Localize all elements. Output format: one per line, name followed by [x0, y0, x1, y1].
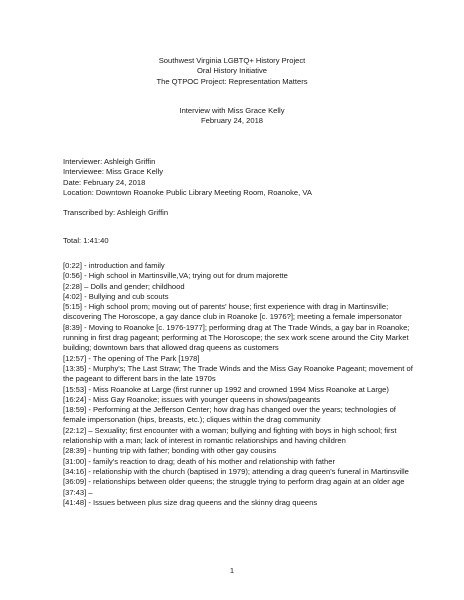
date-line: Date: February 24, 2018 [63, 177, 146, 187]
total-duration: Total: 1:41:40 [63, 236, 109, 245]
timestamp-entry: [2:28] – Dolls and gender; childhood [63, 281, 185, 291]
timestamp-entry: [34:16] - relationship with the church (baptised in 1979); attending a drag queen's funeral in Martinsville [63, 466, 409, 476]
timestamp-entry: [4:02] - Bullying and cub scouts [63, 291, 169, 301]
subproject-title: The QTPOC Project: Representation Matters [156, 76, 308, 86]
page-number: 1 [229, 566, 235, 575]
timestamp-entry: [5:15] - High school prom; moving out of parents' house; first experience with drag in Martinsville; discovering The Horoscope, a gay dance club in Roanoke [c. 1976?]; meeting a female impersonator [63, 302, 402, 322]
location-line: Location: Downtown Roanoke Public Library Meeting Room, Roanoke, VA [63, 187, 312, 197]
timestamp-entry: [41:48] - Issues between plus size drag queens and the skinny drag queens [63, 497, 318, 507]
timestamp-entry: [28:39] - hunting trip with father; bonding with other gay cousins [63, 446, 277, 456]
total-duration-block [63, 236, 413, 246]
timestamp-entry: [18:59] - Performing at the Jefferson Center; how drag has changed over the years; technologies of female impersonation (hips, breasts, etc.); cliques within the drag community [63, 405, 396, 425]
timestamp-entry: [0:56] - High school in Martinsville,VA; trying out for drum majorette [63, 271, 288, 281]
interviewee-line: Interviewee: Miss Grace Kelly [63, 167, 164, 177]
initiative-title: Oral History Initiative [196, 66, 268, 76]
timestamp-entry: [36:09] - relationships between older queens; the struggle trying to perform drag again at an older age [63, 477, 405, 487]
timestamp-entry: [8:39] - Moving to Roanoke [c. 1976-1977]; performing drag at The Trade Winds, a gay bar in Roanoke; running in first drag pageant; performing at The Horoscope; the sex work scene around the City Market building; downtown bars that allowed drag queens as customers [63, 322, 410, 353]
timestamp-entry: [22:12] – Sexuality; first encounter with a woman; bullying and fighting with boys in high school; first relationship with a man; lack of interest in romantic relationships and having children [63, 425, 397, 446]
timestamp-entry: [13:35] - Murphy's; The Last Straw; The Trade Winds and the Miss Gay Roanoke Pageant; movement of the pageant to different bars in the late 1970s [63, 363, 413, 384]
transcriber-block [63, 208, 413, 218]
interview-metadata [63, 157, 413, 198]
timestamp-entry: [31:00] - family's reaction to drag; death of his mother and relationship with father [63, 456, 336, 466]
timestamp-entry: [16:24] - Miss Gay Roanoke; issues with younger queens in shows/pageants [63, 394, 321, 404]
timestamp-index [63, 261, 413, 508]
document-header [0, 56, 464, 87]
interview-heading [0, 106, 464, 127]
timestamp-entry: [0:22] - introduction and family [63, 261, 165, 270]
project-title: Southwest Virginia LGBTQ+ History Project [158, 56, 306, 65]
transcribed-by-line: Transcribed by: Ashleigh Griffin [63, 208, 169, 217]
timestamp-entry: [37:43] – [63, 487, 93, 497]
interview-title: Interview with Miss Grace Kelly [179, 106, 285, 115]
interviewer-line: Interviewer: Ashleigh Griffin [63, 157, 156, 166]
timestamp-entry: [15:53] - Miss Roanoke at Large (first runner up 1992 and crowned 1994 Miss Roanoke at Large) [63, 384, 389, 394]
interview-date: February 24, 2018 [200, 116, 264, 126]
timestamp-entry: [12:57] - The opening of The Park [1978] [63, 353, 200, 363]
